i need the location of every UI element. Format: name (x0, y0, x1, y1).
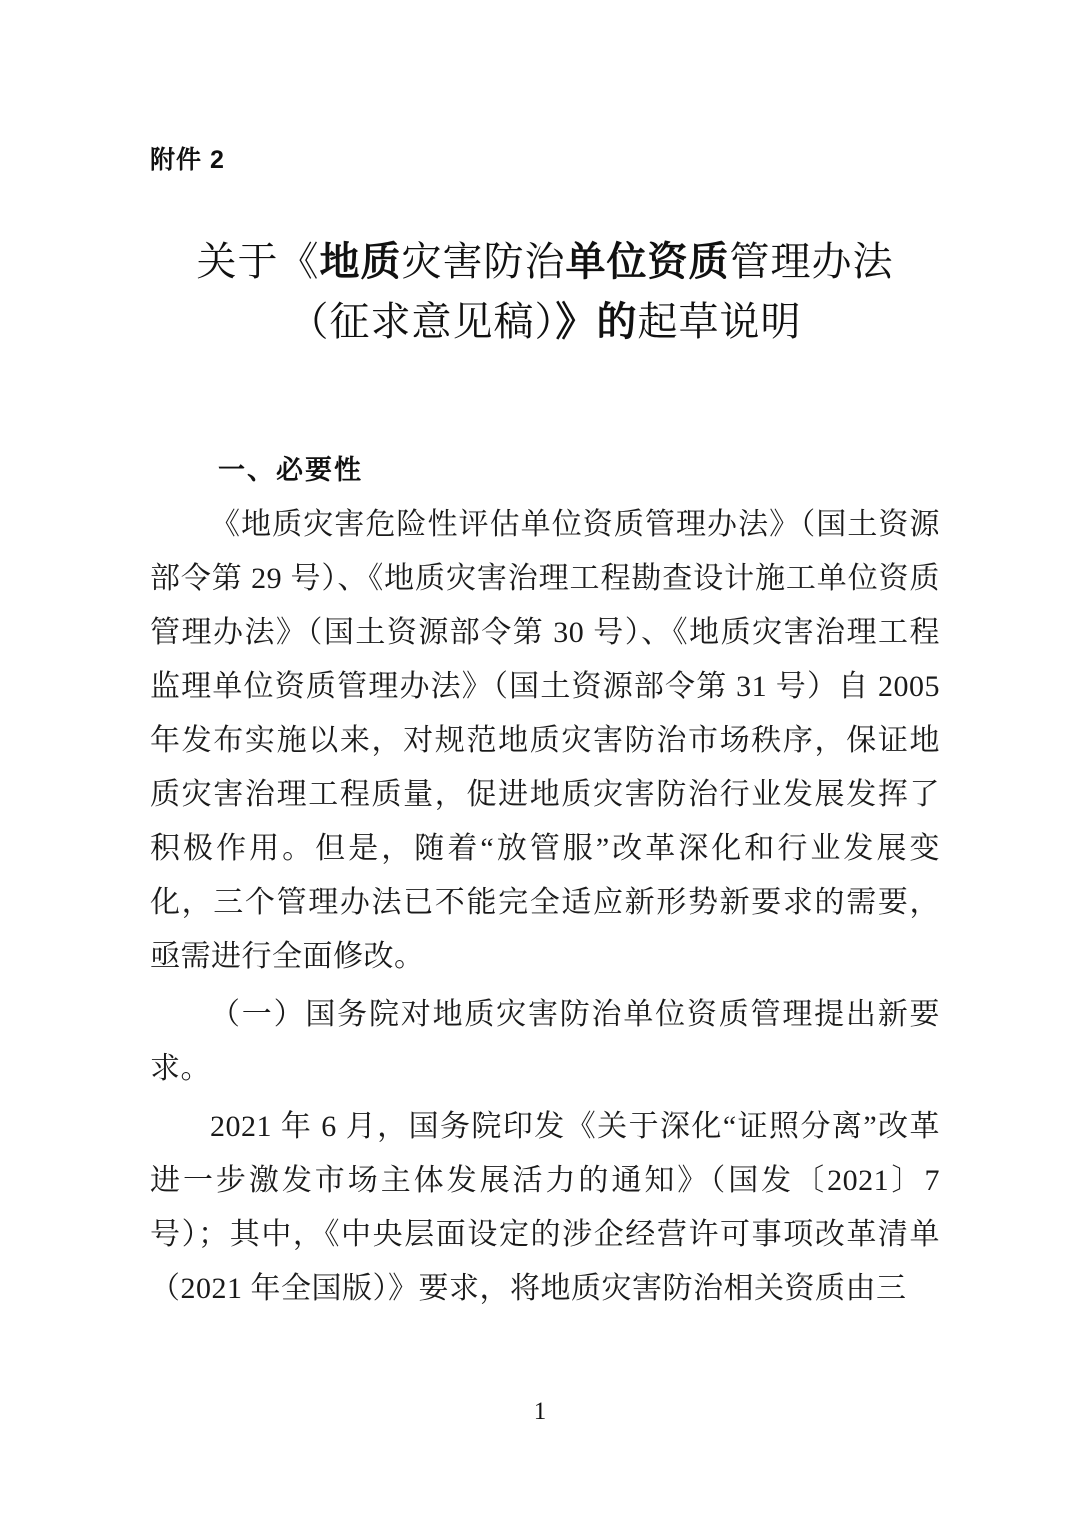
page-number: 1 (533, 1398, 547, 1425)
paragraph: 《地质灾害危险性评估单位资质管理办法》（国土资源部令第 29 号）、《地质灾害治理工程勘查设计施工单位资质管理办法》（国土资源部令第 30 号）、《地质灾害治理工程监理单位资质管理办法》（国土资源部令第 31 号）自 2005 年发布实施以来，对规范地质灾害防治市场秩序，保证地质灾害治理工程质量，促进地质灾害防治行业发展发挥了积极作用。但是，随着“放管服”改革深化和行业发展变化，三个管理办法已不能完全适应新形势新要求的需要，亟需进行全面修改。 (150, 508, 940, 973)
title-line-1 (197, 239, 894, 284)
section-heading: 一、必要性 (218, 455, 363, 485)
attachment-label: 附件 2 (150, 146, 225, 174)
title-part-bold-3: 》的 (555, 299, 638, 344)
title-part-mid-1: 灾害防治 (401, 239, 566, 284)
title-part-prefix: 关于《 (196, 239, 320, 284)
page-title (150, 232, 940, 352)
title-part-bold-2: 单位资质 (565, 239, 730, 284)
title-line-2 (150, 292, 940, 352)
title-part-mid-2: 管理办法 (729, 239, 894, 284)
title-part-suffix: 起草说明 (637, 299, 802, 344)
title-part-bold-1: 地质 (319, 239, 402, 284)
document-body (150, 498, 940, 1316)
paragraph: （一）国务院对地质灾害防治单位资质管理提出新要求。 (150, 998, 940, 1085)
title-part-prefix-2: （征求意见稿） (288, 299, 556, 344)
paragraph: 2021 年 6 月，国务院印发《关于深化“证照分离”改革进一步激发市场主体发展活力的通知》（国发〔2021〕7 号）；其中，《中央层面设定的涉企经营许可事项改革清单（2021 年全国版）》要求，将地质灾害防治相关资质由三 (150, 1110, 940, 1305)
